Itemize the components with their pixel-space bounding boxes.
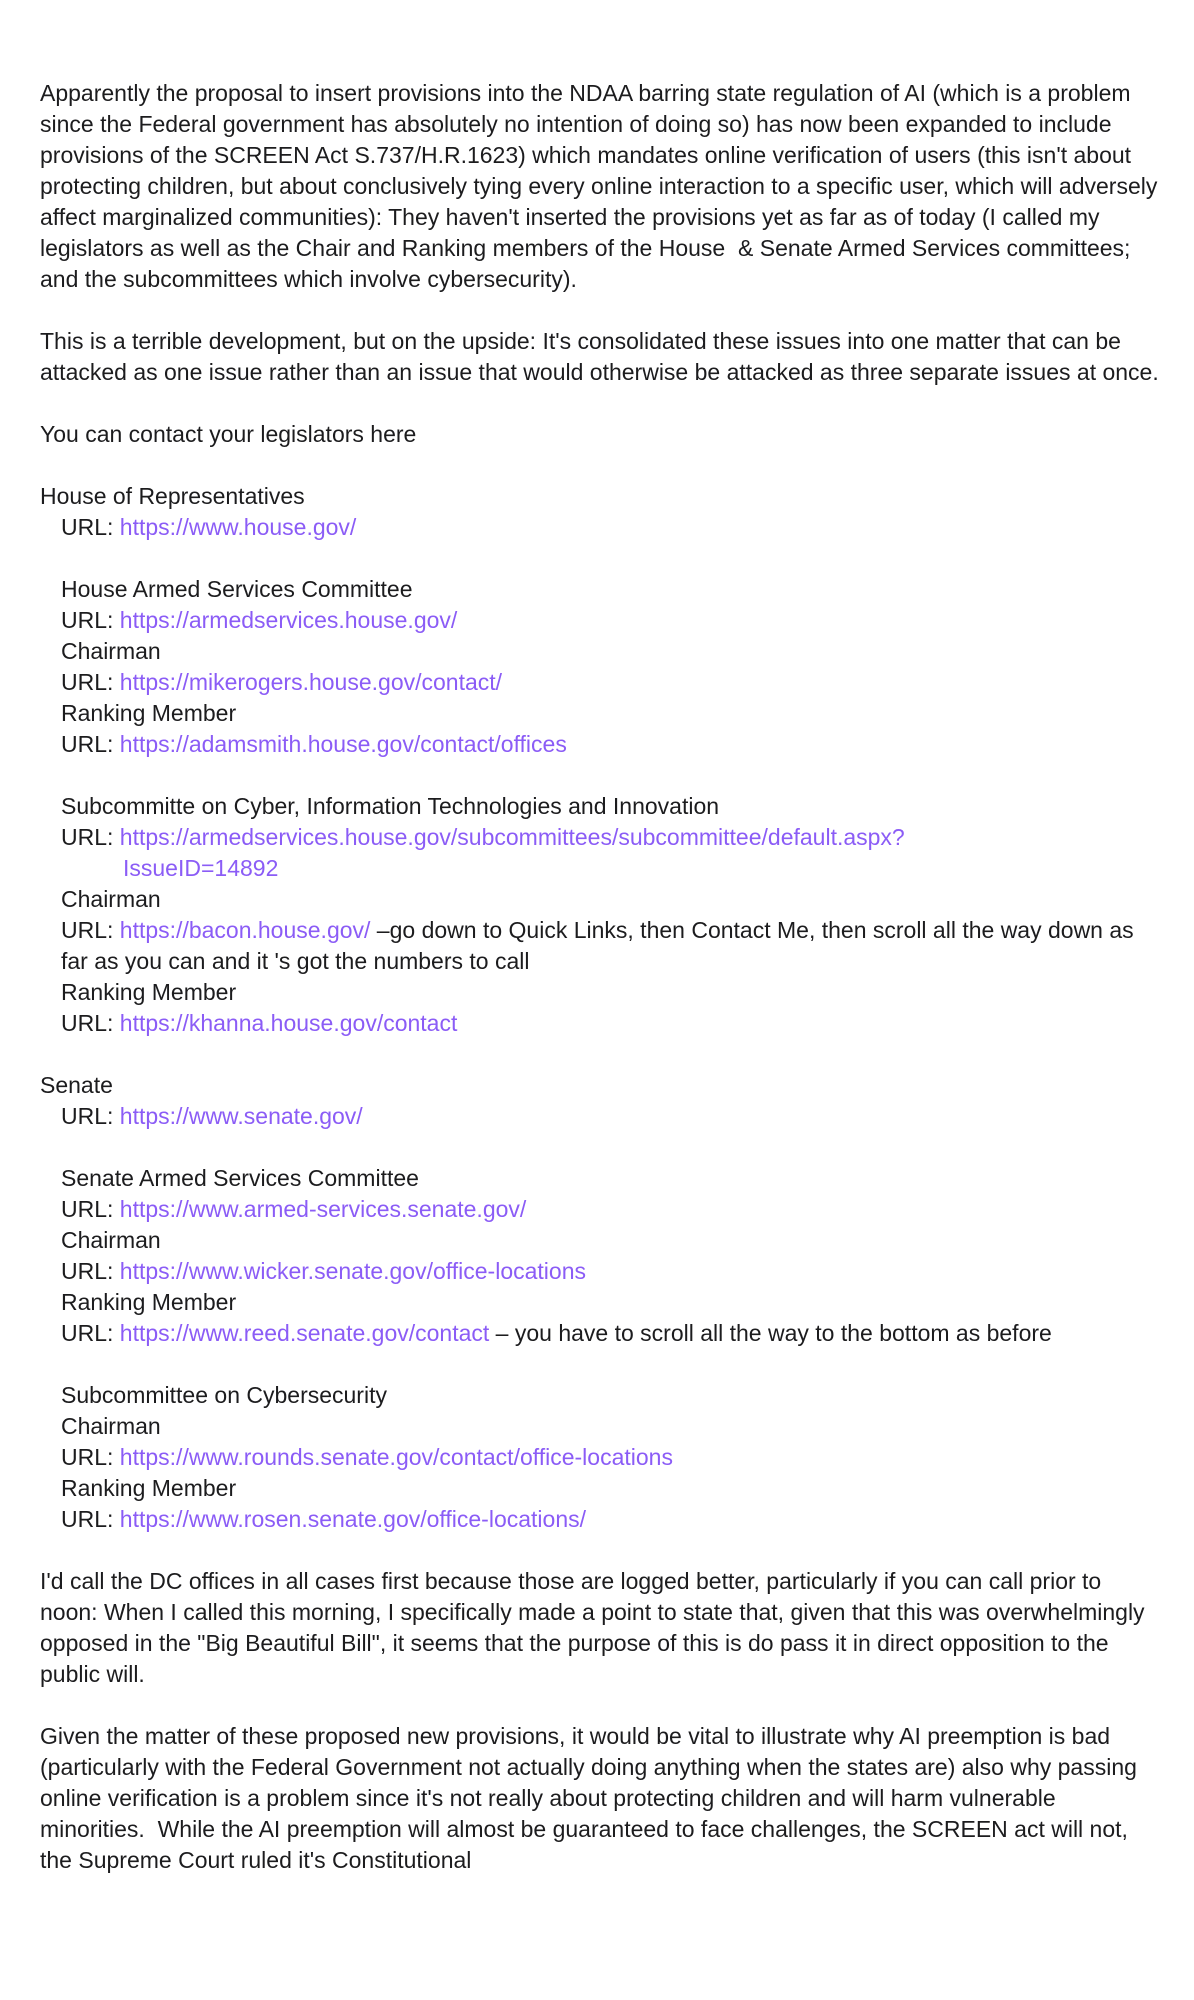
blank-line xyxy=(40,760,1164,791)
blank-line xyxy=(40,1039,1164,1070)
url-link[interactable]: https://www.rosen.senate.gov/office-locations/ xyxy=(119,1506,587,1532)
text-span: URL: xyxy=(61,917,120,943)
text-span: – you have to scroll all the way to the bottom as before xyxy=(489,1320,1052,1346)
url-link[interactable]: https://www.armed-services.senate.gov/ xyxy=(119,1196,527,1222)
url-link[interactable]: https://adamsmith.house.gov/contact/offices xyxy=(119,731,567,757)
senate-heading xyxy=(40,1070,1164,1101)
role-label xyxy=(40,636,1164,667)
subcommittee-heading xyxy=(40,1380,1164,1411)
text-span: URL: xyxy=(61,1103,120,1129)
text-span: Chairman xyxy=(61,638,161,664)
text-span: URL: xyxy=(61,1196,120,1222)
url-line xyxy=(40,1256,1164,1287)
text-span: Subcommitte on Cyber, Information Technologies and Innovation xyxy=(61,793,720,819)
text-span: Ranking Member xyxy=(61,1475,237,1501)
url-line xyxy=(40,512,1164,543)
url-line xyxy=(40,729,1164,760)
url-link[interactable]: https://khanna.house.gov/contact xyxy=(119,1010,458,1036)
text-span: URL: xyxy=(61,1320,120,1346)
text-span: URL: xyxy=(61,1444,120,1470)
contact-intro xyxy=(40,419,1164,450)
text-span: Senate xyxy=(40,1072,113,1098)
blank-line xyxy=(40,295,1164,326)
document-body xyxy=(40,78,1164,1876)
url-link[interactable]: IssueID=14892 xyxy=(123,855,279,881)
url-line xyxy=(40,1008,1164,1039)
url-line xyxy=(40,822,1164,853)
intro-paragraph xyxy=(40,78,1164,295)
text-span: Ranking Member xyxy=(61,700,237,726)
text-span: Chairman xyxy=(61,886,161,912)
text-span: –go down to Quick Links, then Contact Me, then scroll all the way down as far as you can and it 's got the numbers to call xyxy=(61,917,1141,974)
text-span: URL: xyxy=(61,514,120,540)
text-span: Chairman xyxy=(61,1227,161,1253)
url-line xyxy=(40,1101,1164,1132)
role-label xyxy=(40,1225,1164,1256)
text-span: Senate Armed Services Committee xyxy=(61,1165,419,1191)
url-link[interactable]: https://armedservices.house.gov/subcommittees/subcommittee/default.aspx? xyxy=(119,824,905,850)
text-span: Ranking Member xyxy=(61,1289,237,1315)
text-span: Given the matter of these proposed new provisions, it would be vital to illustrate why AI preemption is bad (particularly with the Federal Government not actually doing anything when the states are) also why passing online verification is a problem since it's not really about protecting children and will harm vulnerable minorities. While the AI preemption will almost be guaranteed to face challenges, the SCREEN act will not, the Supreme Court ruled it's Constitutional xyxy=(40,1723,1144,1873)
blank-line xyxy=(40,1690,1164,1721)
committee-heading xyxy=(40,574,1164,605)
text-span: Ranking Member xyxy=(61,979,237,1005)
url-link[interactable]: https://mikerogers.house.gov/contact/ xyxy=(119,669,503,695)
blank-line xyxy=(40,388,1164,419)
text-span: URL: xyxy=(61,1258,120,1284)
text-span: House Armed Services Committee xyxy=(61,576,413,602)
text-span: House of Representatives xyxy=(40,483,305,509)
url-line xyxy=(40,605,1164,636)
subcommittee-heading xyxy=(40,791,1164,822)
role-label xyxy=(40,1287,1164,1318)
url-line xyxy=(40,1194,1164,1225)
blank-line xyxy=(40,1535,1164,1566)
url-link[interactable]: https://bacon.house.gov/ xyxy=(119,917,371,943)
text-span: URL: xyxy=(61,1010,120,1036)
url-link[interactable]: https://www.rounds.senate.gov/contact/office-locations xyxy=(119,1444,673,1470)
committee-heading xyxy=(40,1163,1164,1194)
blank-line xyxy=(40,1132,1164,1163)
text-span: I'd call the DC offices in all cases first because those are logged better, particularly if you can call prior to noon: When I called this morning, I specifically made a point to state that, given that this was overwhelmingly opposed in the "Big Beautiful Bill", it seems that the purpose of this is do pass it in direct opposition to the public will. xyxy=(40,1568,1151,1687)
url-line xyxy=(40,1318,1164,1349)
role-label xyxy=(40,977,1164,1008)
blank-line xyxy=(40,543,1164,574)
url-link[interactable]: https://www.wicker.senate.gov/office-locations xyxy=(119,1258,586,1284)
url-line xyxy=(40,1504,1164,1535)
text-span: Chairman xyxy=(61,1413,161,1439)
text-span: URL: xyxy=(61,731,120,757)
url-link[interactable]: https://www.reed.senate.gov/contact xyxy=(119,1320,490,1346)
url-line xyxy=(40,1442,1164,1473)
blank-line xyxy=(40,1349,1164,1380)
url-line xyxy=(40,915,1164,977)
url-link[interactable]: https://www.senate.gov/ xyxy=(119,1103,363,1129)
text-span: URL: xyxy=(61,607,120,633)
url-line xyxy=(40,667,1164,698)
upside-paragraph xyxy=(40,326,1164,388)
role-label xyxy=(40,884,1164,915)
text-span: URL: xyxy=(61,824,120,850)
text-span: URL: xyxy=(61,669,120,695)
text-span: This is a terrible development, but on the upside: It's consolidated these issues into one matter that can be attacked as one issue rather than an issue that would otherwise be attacked as three separate issues at once. xyxy=(40,328,1159,385)
url-continuation xyxy=(40,853,1164,884)
house-heading xyxy=(40,481,1164,512)
closing-paragraph xyxy=(40,1721,1164,1876)
call-advice-paragraph xyxy=(40,1566,1164,1690)
text-span: URL: xyxy=(61,1506,120,1532)
role-label xyxy=(40,1411,1164,1442)
url-link[interactable]: https://armedservices.house.gov/ xyxy=(119,607,458,633)
url-link[interactable]: https://www.house.gov/ xyxy=(119,514,357,540)
text-span: Subcommittee on Cybersecurity xyxy=(61,1382,387,1408)
text-span: Apparently the proposal to insert provisions into the NDAA barring state regulation of AI (which is a problem since the Federal government has absolutely no intention of doing so) has now been expanded to include provisions of the SCREEN Act S.737/H.R.1623) which mandates online verification of users (this isn't about protecting children, but about conclusively tying every online interaction to a specific user, which will adversely affect marginalized communities): They haven't inserted the provisions yet as far as of today (I called my legislators as well as the Chair and Ranking members of the House & Senate Armed Services committees; and the subcommittees which involve cybersecurity). xyxy=(40,80,1164,292)
role-label xyxy=(40,1473,1164,1504)
blank-line xyxy=(40,450,1164,481)
text-span: You can contact your legislators here xyxy=(40,421,417,447)
role-label xyxy=(40,698,1164,729)
